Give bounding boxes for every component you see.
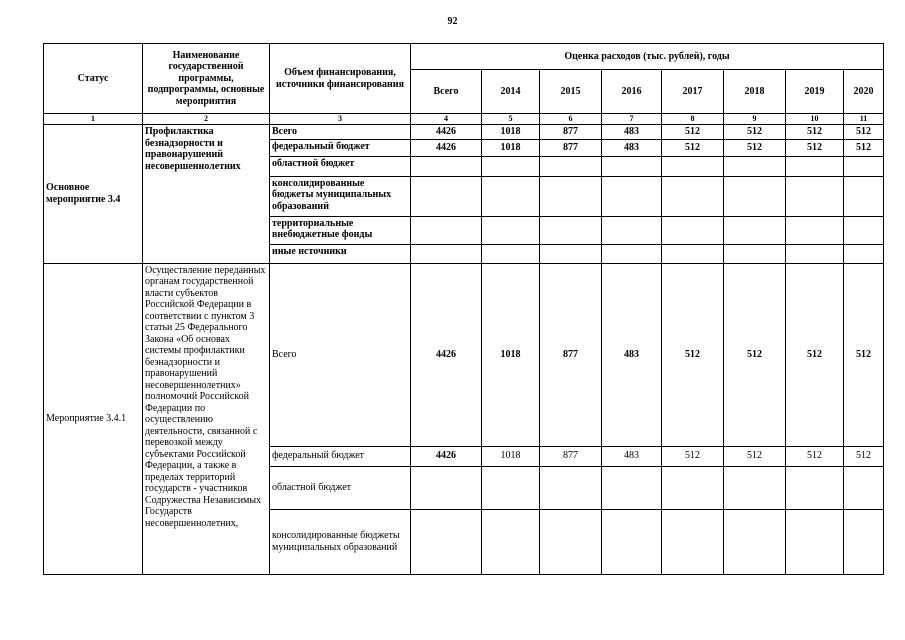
value-cell: 483 [602, 125, 662, 140]
value-cell: 512 [786, 125, 844, 140]
source-cell: консолидированные бюджеты муниципальных образований [270, 176, 411, 216]
column-number: 11 [844, 114, 884, 125]
header-year: 2015 [540, 70, 602, 114]
column-number: 8 [662, 114, 724, 125]
value-cell [844, 216, 884, 244]
value-cell [786, 244, 844, 263]
source-cell: консолидированные бюджеты муниципальных образований [270, 509, 411, 574]
value-cell [411, 466, 482, 509]
value-cell [786, 176, 844, 216]
value-cell [411, 216, 482, 244]
value-cell: 877 [540, 125, 602, 140]
source-cell: федеральный бюджет [270, 446, 411, 466]
value-cell [482, 466, 540, 509]
value-cell: 4426 [411, 446, 482, 466]
header-row [44, 44, 884, 70]
value-cell: 512 [786, 139, 844, 156]
column-number: 3 [270, 114, 411, 125]
value-cell [662, 244, 724, 263]
column-numbers-row [44, 114, 884, 125]
block2-row [44, 263, 884, 446]
value-cell [724, 244, 786, 263]
value-cell [724, 156, 786, 176]
value-cell: 512 [844, 263, 884, 446]
value-cell [786, 156, 844, 176]
value-cell: 512 [662, 139, 724, 156]
value-cell [602, 216, 662, 244]
source-cell: территориальные внебюджетные фонды [270, 216, 411, 244]
page-number: 92 [447, 16, 458, 27]
value-cell: 512 [662, 446, 724, 466]
value-cell: 512 [844, 125, 884, 140]
value-cell: 4426 [411, 263, 482, 446]
value-cell [540, 156, 602, 176]
header-total: Всего [411, 70, 482, 114]
value-cell [540, 244, 602, 263]
value-cell [662, 176, 724, 216]
event-name: Профилактика безнадзорности и правонарушений несовершеннолетних [143, 125, 270, 264]
source-cell: Всего [270, 263, 411, 446]
value-cell [662, 156, 724, 176]
value-cell: 1018 [482, 125, 540, 140]
value-cell: 877 [540, 446, 602, 466]
header-name: Наименование государственной программы, подпрограммы, основные мероприятия [143, 44, 270, 114]
value-cell [411, 509, 482, 574]
financing-table [43, 43, 884, 575]
value-cell [724, 466, 786, 509]
value-cell [540, 509, 602, 574]
value-cell [844, 466, 884, 509]
column-number: 6 [540, 114, 602, 125]
value-cell [602, 509, 662, 574]
value-cell [482, 509, 540, 574]
column-number: 9 [724, 114, 786, 125]
block1-row [44, 125, 884, 140]
value-cell [411, 244, 482, 263]
value-cell: 512 [844, 446, 884, 466]
value-cell: 512 [844, 139, 884, 156]
value-cell [482, 244, 540, 263]
value-cell: 512 [724, 263, 786, 446]
value-cell [411, 156, 482, 176]
value-cell [724, 509, 786, 574]
value-cell [602, 244, 662, 263]
value-cell: 512 [724, 139, 786, 156]
source-cell: Всего [270, 125, 411, 140]
value-cell: 512 [786, 446, 844, 466]
value-cell [786, 216, 844, 244]
value-cell: 512 [786, 263, 844, 446]
header-year: 2019 [786, 70, 844, 114]
column-number: 1 [44, 114, 143, 125]
column-number: 10 [786, 114, 844, 125]
value-cell [540, 176, 602, 216]
source-cell: федеральный бюджет [270, 139, 411, 156]
value-cell [724, 216, 786, 244]
value-cell: 512 [724, 446, 786, 466]
column-number: 5 [482, 114, 540, 125]
value-cell [482, 156, 540, 176]
source-cell: областной бюджет [270, 466, 411, 509]
header-year: 2017 [662, 70, 724, 114]
value-cell [724, 176, 786, 216]
header-year: 2016 [602, 70, 662, 114]
value-cell [482, 176, 540, 216]
value-cell [540, 216, 602, 244]
value-cell [844, 509, 884, 574]
column-number: 2 [143, 114, 270, 125]
value-cell [844, 176, 884, 216]
status-cell: Мероприятие 3.4.1 [44, 263, 143, 574]
header-year: 2018 [724, 70, 786, 114]
header-volume: Объем финансирования, источники финансирования [270, 44, 411, 114]
header-year: 2020 [844, 70, 884, 114]
value-cell: 512 [662, 125, 724, 140]
header-year: 2014 [482, 70, 540, 114]
value-cell [602, 466, 662, 509]
header-estimate: Оценка расходов (тыс. рублей), годы [411, 44, 884, 70]
value-cell [662, 216, 724, 244]
value-cell [786, 466, 844, 509]
value-cell [482, 216, 540, 244]
value-cell [662, 509, 724, 574]
value-cell [602, 156, 662, 176]
value-cell: 483 [602, 139, 662, 156]
value-cell [786, 509, 844, 574]
value-cell [540, 466, 602, 509]
value-cell [662, 466, 724, 509]
value-cell [844, 244, 884, 263]
header-status: Статус [44, 44, 143, 114]
value-cell: 483 [602, 263, 662, 446]
value-cell: 1018 [482, 139, 540, 156]
value-cell: 1018 [482, 446, 540, 466]
value-cell: 483 [602, 446, 662, 466]
source-cell: областной бюджет [270, 156, 411, 176]
value-cell: 877 [540, 139, 602, 156]
column-number: 4 [411, 114, 482, 125]
value-cell [411, 176, 482, 216]
value-cell: 4426 [411, 125, 482, 140]
value-cell: 512 [662, 263, 724, 446]
value-cell: 877 [540, 263, 602, 446]
event-name: Осуществление переданных органам государственной власти субъектов Российской Федерации в соответствии с пунктом 3 статьи 25 Федерального Закона «Об основах системы профилактики безнадзорности и правонарушений несовершеннолетних» полномочий Российской Федерации по осуществлению деятельности, связанной с перевозкой между субъектами Российской Федерации, а также в пределах территорий государств - участников Содружества Независимых Государств несовершеннолетних, [143, 263, 270, 574]
column-number: 7 [602, 114, 662, 125]
value-cell: 512 [724, 125, 786, 140]
value-cell: 4426 [411, 139, 482, 156]
value-cell [844, 156, 884, 176]
value-cell: 1018 [482, 263, 540, 446]
status-cell: Основное мероприятие 3.4 [44, 125, 143, 264]
value-cell [602, 176, 662, 216]
source-cell: иные источники [270, 244, 411, 263]
